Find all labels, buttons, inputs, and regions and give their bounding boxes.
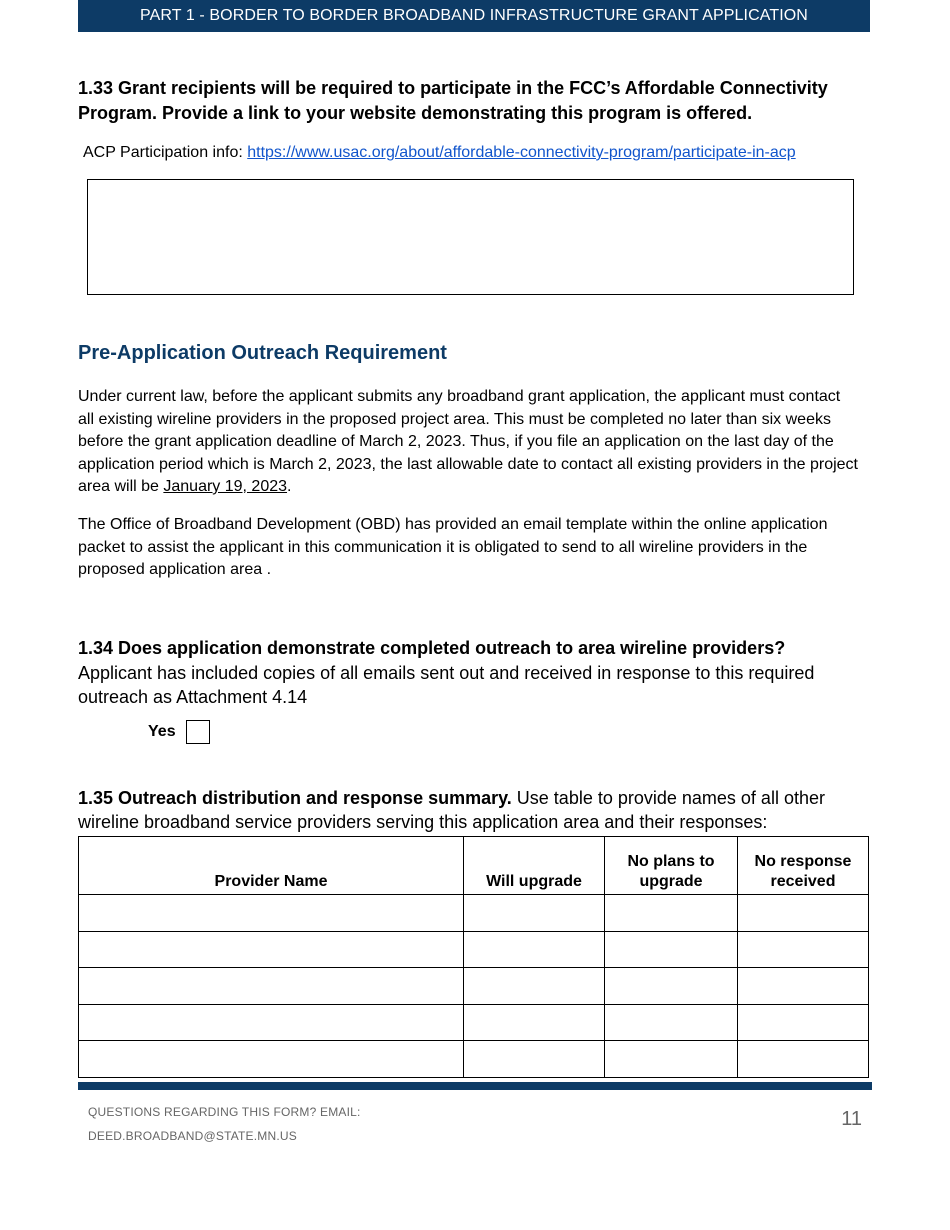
- table-row: [79, 931, 869, 968]
- page-number: 11: [841, 1108, 862, 1130]
- question-1-35-text: Use table to provide names of all other wireline broadband service providers serving this application area and their responses:: [78, 788, 825, 832]
- table-cell[interactable]: [79, 1041, 464, 1078]
- table-cell[interactable]: [738, 895, 869, 932]
- table-cell[interactable]: [79, 1004, 464, 1041]
- question-1-34-title: 1.34 Does application demonstrate completed outreach to area wireline providers?: [78, 638, 786, 658]
- table-cell[interactable]: [464, 968, 605, 1005]
- table-cell[interactable]: [464, 931, 605, 968]
- yes-option: [148, 720, 210, 744]
- acp-website-answer-box[interactable]: [87, 179, 854, 295]
- table-cell[interactable]: [464, 1004, 605, 1041]
- table-cell[interactable]: [79, 931, 464, 968]
- outreach-deadline-date: January 19, 2023: [163, 478, 288, 495]
- table-cell[interactable]: [464, 1041, 605, 1078]
- column-header-provider-name: Provider Name: [79, 837, 464, 895]
- table-cell[interactable]: [605, 1004, 738, 1041]
- table-cell[interactable]: [738, 1041, 869, 1078]
- table-cell[interactable]: [79, 895, 464, 932]
- table-cell[interactable]: [605, 968, 738, 1005]
- footer-contact: [88, 1100, 361, 1148]
- acp-info-line: [83, 142, 796, 164]
- table-row: [79, 1041, 869, 1078]
- outreach-paragraph-1-text: Under current law, before the applicant submits any broadband grant application, the applicant must contact all existing wireline providers in the proposed project area. This must be completed no later than six weeks before the grant application deadline of March 2, 2023. Thus, if you file an application on the last day of the application period which is March 2, 2023, the last allowable date to contact all existing providers in the project area will be: [78, 388, 858, 495]
- outreach-paragraph-1: [78, 386, 858, 499]
- question-1-34: [78, 636, 868, 710]
- page-header: PART 1 - BORDER TO BORDER BROADBAND INFRASTRUCTURE GRANT APPLICATION: [78, 0, 870, 32]
- column-header-will-upgrade: Will upgrade: [464, 837, 605, 895]
- footer-email: DEED.BROADBAND@STATE.MN.US: [88, 1129, 297, 1143]
- table-cell[interactable]: [738, 931, 869, 968]
- table-header-row: [79, 837, 869, 895]
- footer-line-1: QUESTIONS REGARDING THIS FORM? EMAIL:: [88, 1105, 361, 1119]
- column-header-no-plans: No plans to upgrade: [605, 837, 738, 895]
- table-cell[interactable]: [605, 931, 738, 968]
- table-cell[interactable]: [738, 968, 869, 1005]
- column-header-no-response: No response received: [738, 837, 869, 895]
- footer-divider: [78, 1082, 872, 1090]
- outreach-section-heading: Pre-Application Outreach Requirement: [78, 342, 447, 364]
- table-cell[interactable]: [605, 895, 738, 932]
- question-1-34-text: Applicant has included copies of all emails sent out and received in response to this required outreach as Attachment 4.14: [78, 662, 815, 707]
- question-1-33-title: 1.33 Grant recipients will be required to participate in the FCC’s Affordable Connectivity Program. Provide a link to your website demonstrating this program is offered.: [78, 78, 828, 123]
- acp-label: ACP Participation info:: [83, 144, 248, 161]
- question-1-35-title: 1.35 Outreach distribution and response summary.: [78, 788, 512, 808]
- table-row: [79, 968, 869, 1005]
- table-row: [79, 895, 869, 932]
- question-1-35: [78, 786, 868, 834]
- outreach-paragraph-1-end: .: [287, 478, 292, 495]
- table-cell[interactable]: [79, 968, 464, 1005]
- yes-label: Yes: [148, 723, 176, 740]
- table-cell[interactable]: [464, 895, 605, 932]
- acp-link[interactable]: https://www.usac.org/about/affordable-connectivity-program/participate-in-acp: [247, 144, 796, 161]
- outreach-summary-table: [78, 836, 869, 1078]
- table-cell[interactable]: [605, 1041, 738, 1078]
- table-cell[interactable]: [738, 1004, 869, 1041]
- yes-checkbox[interactable]: [186, 720, 210, 744]
- table-row: [79, 1004, 869, 1041]
- outreach-paragraph-2: The Office of Broadband Development (OBD) has provided an email template within the online application packet to assist the applicant in this communication it is obligated to send to all wireline providers in the proposed application area .: [78, 516, 828, 578]
